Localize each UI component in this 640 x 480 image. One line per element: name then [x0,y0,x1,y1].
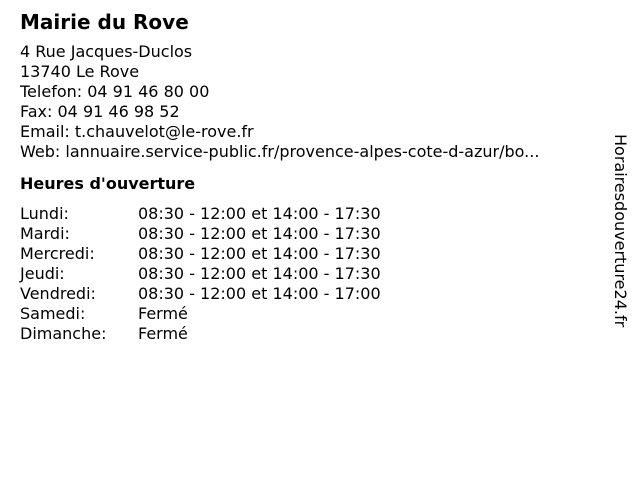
day-label: Vendredi: [20,284,96,303]
hours-row-wednesday [20,244,605,264]
hours-row-friday [20,284,605,304]
email-label: Email: [20,122,70,141]
email-row [20,122,605,142]
opening-time: 08:30 - 12:00 et 14:00 - 17:00 [138,284,381,303]
hours-row-monday [20,204,605,224]
site-watermark [606,134,634,374]
opening-time: 08:30 - 12:00 et 14:00 - 17:30 [138,204,381,223]
hours-row-sunday [20,324,605,344]
hours-row-saturday [20,304,605,324]
phone-row [20,82,605,102]
day-label: Samedi: [20,304,86,323]
day-label: Lundi: [20,204,69,223]
fax-value: 04 91 46 98 52 [57,102,180,121]
web-label: Web: [20,142,61,161]
opening-time: 08:30 - 12:00 et 14:00 - 17:30 [138,244,381,263]
hours-row-tuesday [20,224,605,244]
hours-row-thursday [20,264,605,284]
address-line-2: 13740 Le Rove [20,62,140,81]
web-link[interactable]: lannuaire.service-public.fr/provence-alpes-cote-d-azur/bo... [65,142,540,161]
email-link[interactable]: t.chauvelot@le-rove.fr [74,122,254,141]
watermark-text: Horairesdouverture24.fr [611,134,630,328]
opening-time: Fermé [138,324,188,343]
hours-title: Heures d'ouverture [20,174,196,193]
opening-time: Fermé [138,304,188,323]
address-line-1: 4 Rue Jacques-Duclos [20,42,193,61]
day-label: Jeudi: [20,264,65,283]
business-name: Mairie du Rove [20,10,189,34]
web-row [20,142,605,162]
phone-label: Telefon: [20,82,83,101]
opening-time: 08:30 - 12:00 et 14:00 - 17:30 [138,264,381,283]
hours-table [20,204,605,344]
day-label: Mardi: [20,224,70,243]
phone-link[interactable]: 04 91 46 80 00 [87,82,210,101]
fax-label: Fax: [20,102,53,121]
business-card [20,10,605,344]
day-label: Mercredi: [20,244,95,263]
opening-time: 08:30 - 12:00 et 14:00 - 17:30 [138,224,381,243]
fax-row [20,102,605,122]
day-label: Dimanche: [20,324,107,343]
